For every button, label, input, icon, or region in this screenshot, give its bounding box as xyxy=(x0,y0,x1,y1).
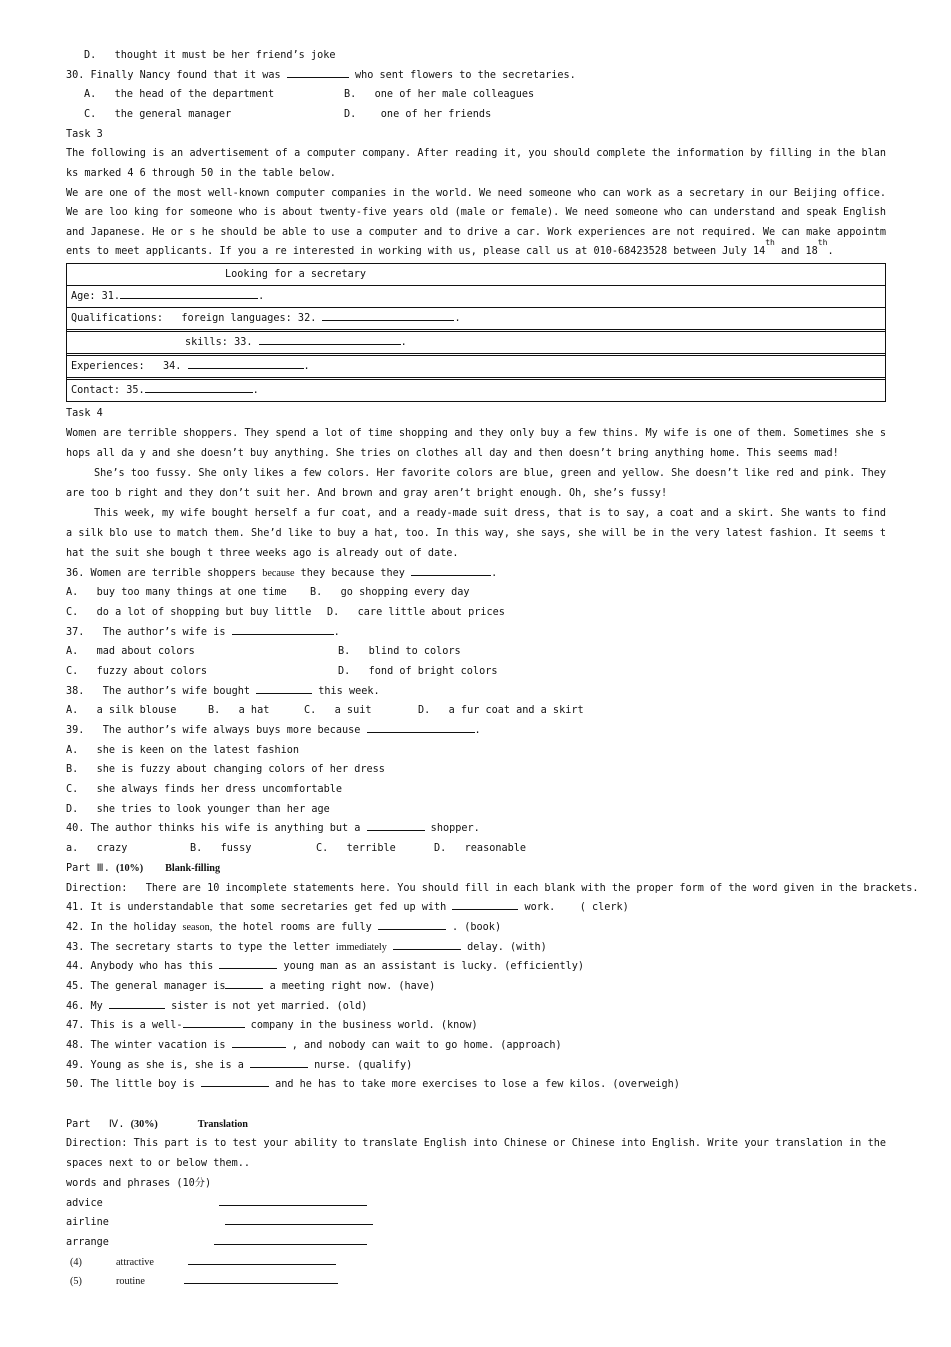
translation-blank[interactable] xyxy=(225,1213,373,1225)
q37-options-ab xyxy=(66,642,886,662)
q37-stem: 37. The author’s wife is . xyxy=(66,623,886,643)
translation-blank[interactable] xyxy=(184,1272,338,1284)
answer-blank[interactable] xyxy=(287,66,349,78)
q38-option-a: A. a silk blouse xyxy=(66,705,177,717)
task3-instruction: The following is an advertisement of a computer company. After reading it, you should complete the information by filling in the blanks marked 4 6 through 50 in the table below. xyxy=(66,148,886,180)
secretary-info-table xyxy=(66,263,886,402)
q43: 43. The secretary starts to type the letter immediately delay. (with) xyxy=(66,938,886,958)
passage-paragraph-1: Women are terrible shoppers. They spend a lot of time shopping and they only buy a few thins. My wife is one of them. Sometimes she shops all da y and she doesn’t buy anything. She tries on clothes all day and then doesn’t bring anything home. This seems mad! xyxy=(66,427,886,459)
blank-31[interactable] xyxy=(120,287,258,299)
q37-option-b: B. blind to colors xyxy=(338,646,461,658)
table-row-experiences: Experiences: 34. . xyxy=(67,356,885,380)
answer-blank[interactable] xyxy=(232,1036,286,1048)
q30-option-a: A. the head of the department xyxy=(84,89,275,101)
q50: 50. The little boy is and he has to take more exercises to lose a few kilos. (overweigh) xyxy=(66,1075,886,1095)
word-advice: advice xyxy=(66,1194,886,1214)
answer-blank[interactable] xyxy=(367,721,475,733)
answer-blank[interactable] xyxy=(378,918,446,930)
q38-option-d: D. a fur coat and a skirt xyxy=(418,705,584,717)
answer-blank[interactable] xyxy=(367,819,425,831)
blank-32[interactable] xyxy=(322,309,454,321)
answer-blank[interactable] xyxy=(250,1056,308,1068)
translation-blank[interactable] xyxy=(188,1253,336,1265)
answer-blank[interactable] xyxy=(256,682,312,694)
q39-option-a: A. she is keen on the latest fashion xyxy=(66,744,300,756)
q30-options-ab xyxy=(66,85,886,105)
q29-option-d: D. thought it must be her friend’s joke xyxy=(84,50,336,61)
translation-blank[interactable] xyxy=(214,1233,367,1245)
q42: 42. In the holiday season, the hotel rooms are fully . (book) xyxy=(66,918,886,938)
q40-option-a: a. crazy xyxy=(66,843,128,855)
answer-blank[interactable] xyxy=(225,977,263,989)
q36-stem: 36. Women are terrible shoppers because they because they . xyxy=(66,564,886,584)
q40-options xyxy=(66,839,886,859)
answer-blank[interactable] xyxy=(452,898,518,910)
q49: 49. Young as she is, she is a nurse. (qualify) xyxy=(66,1056,886,1076)
q36-options-ab xyxy=(66,583,886,603)
q44: 44. Anybody who has this young man as an assistant is lucky. (efficiently) xyxy=(66,957,886,977)
part3-direction: Direction: There are 10 incomplete statements here. You should fill in each blank with the proper form of the word given in the brackets. xyxy=(66,882,919,894)
answer-blank[interactable] xyxy=(393,938,461,950)
blank-35[interactable] xyxy=(145,381,253,393)
answer-blank[interactable] xyxy=(232,623,334,635)
q36-options-cd xyxy=(66,603,886,623)
q41: 41. It is understandable that some secretaries get fed up with work. ( clerk) xyxy=(66,898,886,918)
word-routine: (5) routine xyxy=(66,1272,886,1292)
part4-heading: Part Ⅳ. (30%) Translation xyxy=(66,1118,248,1130)
word-arrange: arrange xyxy=(66,1233,886,1253)
q36-option-c: C. do a lot of shopping but buy little xyxy=(66,606,312,618)
answer-blank[interactable] xyxy=(201,1075,269,1087)
passage-paragraph-3: This week, my wife bought herself a fur coat, and a ready-made suit dress, that is to say, a coat and a skirt. She wants to find a silk blo use to match them. She’d like to buy a hat, too. In this way, she says, she will be in the very latest fashion. It seems that the suit she bough t three weeks ago is already out of date. xyxy=(66,507,886,559)
task3-advertisement: We are one of the most well-known computer companies in the world. We need someone who can work as a secretary in our Beijing office. We are loo king for someone who is about twenty-five years old (male or female). We need someone who can understand and speak English and Japanese. He or s he should be able to use a computer and to drive a car. Work experiences are not required. We can make appointments to meet applicants. If you a re interested in working with us, please call us at 010-68423528 between July 14th and 18th. xyxy=(66,187,886,258)
q39-stem: 39. The author’s wife always buys more because . xyxy=(66,721,886,741)
table-row-skills: skills: 33. . xyxy=(67,332,885,356)
q36-option-a: A. buy too many things at one time xyxy=(66,587,287,599)
q39-option-c: C. she always finds her dress uncomfortable xyxy=(66,784,343,796)
task3-heading: Task 3 xyxy=(66,128,103,140)
q30-options-cd xyxy=(66,105,886,125)
answer-blank[interactable] xyxy=(109,997,165,1009)
part3-heading: Part Ⅲ. (10%) Blank-filling xyxy=(66,862,221,874)
q37-option-d: D. fond of bright colors xyxy=(338,665,498,677)
q40-stem: 40. The author thinks his wife is anything but a shopper. xyxy=(66,819,886,839)
part4-direction: Direction: This part is to test your ability to translate English into Chinese or Chinese into English. Write your translation in the spaces next to or below them.. xyxy=(66,1138,886,1170)
q40-option-d: D. reasonable xyxy=(434,843,527,855)
q30-stem: 30. Finally Nancy found that it was who sent flowers to the secretaries. xyxy=(66,66,886,86)
q37-options-cd xyxy=(66,662,886,682)
translation-blank[interactable] xyxy=(219,1194,367,1206)
blank-33[interactable] xyxy=(259,333,401,345)
word-airline: airline xyxy=(66,1213,886,1233)
spacer xyxy=(66,1095,886,1115)
table-row-qualifications: Qualifications: foreign languages: 32. . xyxy=(67,308,885,332)
q45: 45. The general manager is a meeting right now. (have) xyxy=(66,977,886,997)
q30-option-c: C. the general manager xyxy=(84,109,232,121)
q38-stem: 38. The author’s wife bought this week. xyxy=(66,682,886,702)
q40-option-c: C. terrible xyxy=(316,843,396,855)
q37-option-a: A. mad about colors xyxy=(66,646,195,658)
q37-option-c: C. fuzzy about colors xyxy=(66,665,208,677)
passage-paragraph-2: She’s too fussy. She only likes a few colors. Her favorite colors are blue, green and yellow. She doesn’t like red and pink. They are too b right and they don’t suit her. And brown and gray aren’t bright enough. Oh, she’s fussy! xyxy=(66,467,886,499)
part4-subsection: words and phrases (10分) xyxy=(66,1177,212,1189)
q38-option-c: C. a suit xyxy=(304,705,372,717)
table-title: Looking for a secretary xyxy=(67,264,885,286)
q46: 46. My sister is not yet married. (old) xyxy=(66,997,886,1017)
q39-option-b: B. she is fuzzy about changing colors of her dress xyxy=(66,764,385,776)
blank-34[interactable] xyxy=(188,357,304,369)
q47: 47. This is a well- company in the business world. (know) xyxy=(66,1016,886,1036)
table-row-contact: Contact: 35. . xyxy=(67,380,885,401)
q39-option-d: D. she tries to look younger than her age xyxy=(66,803,330,815)
exam-page xyxy=(66,46,919,1292)
q30-option-b: B. one of her male colleagues xyxy=(344,89,535,101)
task4-heading: Task 4 xyxy=(66,407,103,419)
q36-option-b: B. go shopping every day xyxy=(310,587,470,599)
word-attractive: (4) attractive xyxy=(66,1253,886,1273)
answer-blank[interactable] xyxy=(183,1016,245,1028)
q40-option-b: B. fussy xyxy=(190,843,252,855)
q38-options xyxy=(66,701,886,721)
q36-option-d: D. care little about prices xyxy=(327,606,505,618)
q30-option-d: D. one of her friends xyxy=(344,109,492,121)
answer-blank[interactable] xyxy=(411,564,491,576)
q48: 48. The winter vacation is , and nobody can wait to go home. (approach) xyxy=(66,1036,886,1056)
q38-option-b: B. a hat xyxy=(208,705,270,717)
table-row-age: Age: 31. . xyxy=(67,286,885,308)
answer-blank[interactable] xyxy=(219,957,277,969)
